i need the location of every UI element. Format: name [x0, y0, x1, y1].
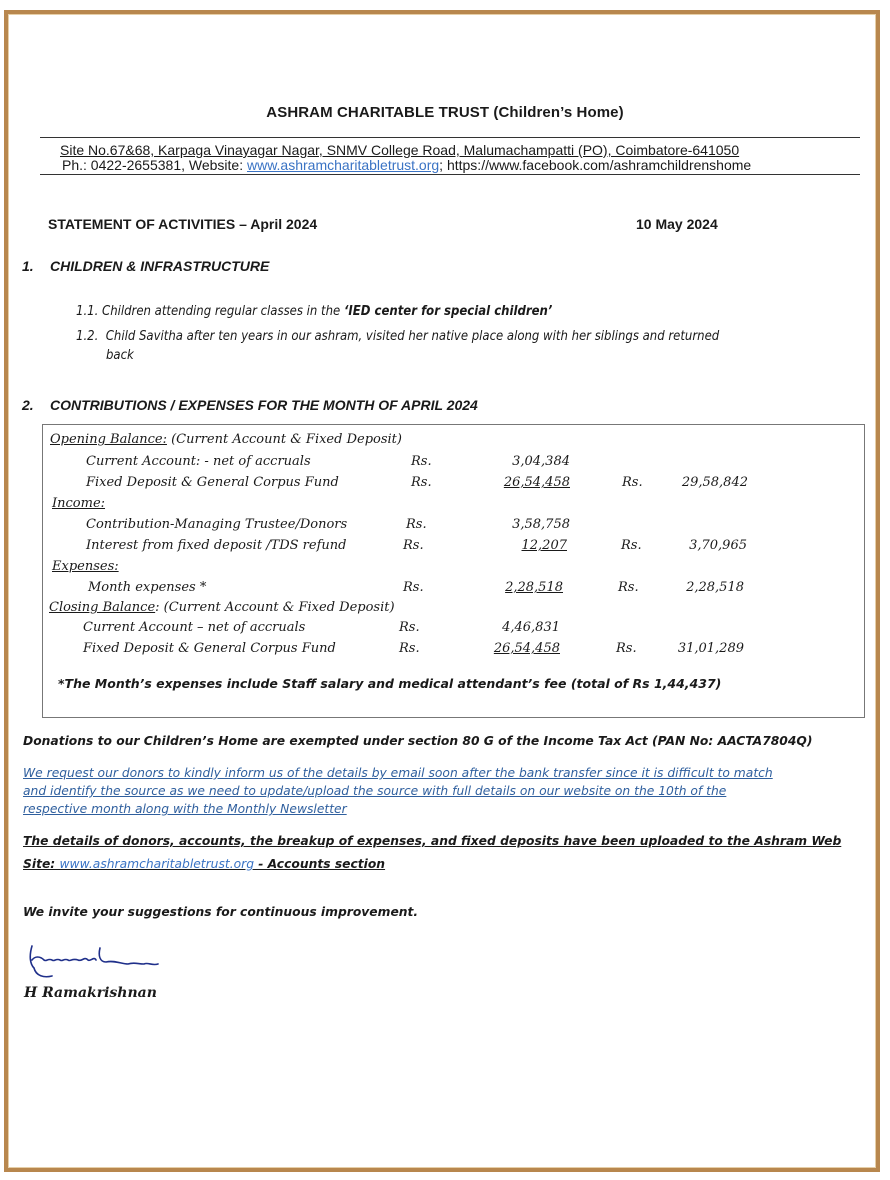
- address-line: Site No.67&68, Karpaga Vinayagar Nagar, SNMV College Road, Malumachampatti (PO), Coimbatore-641050: [60, 142, 740, 158]
- phone-text: Ph.: 0422-2655381, Website:: [62, 157, 247, 173]
- total-amount: 3,70,965: [689, 538, 747, 553]
- row-label: Contribution-Managing Trustee/Donors: [86, 517, 348, 532]
- statement-title: STATEMENT OF ACTIVITIES – April 2024: [48, 216, 318, 232]
- currency-label: Rs.: [403, 538, 424, 553]
- amount: 3,04,384: [512, 454, 570, 469]
- row-label: Interest from fixed deposit /TDS refund: [86, 538, 347, 553]
- row-label: Month expenses *: [88, 580, 207, 595]
- row-label: Fixed Deposit & General Corpus Fund: [86, 475, 339, 490]
- donor-request-line: respective month along with the Monthly Newsletter: [23, 802, 347, 816]
- section-1-heading: [22, 258, 269, 274]
- signature-image: [26, 942, 186, 982]
- amount: 2,28,518: [505, 580, 563, 595]
- item-number: 1.2.: [76, 329, 99, 344]
- uploaded-suffix: - Accounts section: [254, 857, 386, 871]
- amount: 12,207: [521, 538, 567, 553]
- expenses-heading: Expenses:: [52, 559, 119, 574]
- uploaded-note-line1: The details of donors, accounts, the breakup of expenses, and fixed deposits have been uploaded to the Ashram Web: [23, 834, 842, 848]
- total-amount: 2,28,518: [686, 580, 744, 595]
- item-number: 1.1.: [76, 304, 99, 319]
- currency-label: Rs.: [399, 620, 420, 635]
- org-title: ASHRAM CHARITABLE TRUST (Children’s Home): [266, 104, 624, 121]
- amount: 26,54,458: [493, 641, 560, 656]
- header-rule-top: [40, 137, 860, 138]
- list-item: [76, 304, 552, 319]
- item-text: Child Savitha after ten years in our ashram, visited her native place along with her siblings and returned: [105, 329, 720, 344]
- section-title: CONTRIBUTIONS / EXPENSES FOR THE MONTH OF APRIL 2024: [50, 397, 478, 413]
- currency-label: Rs.: [616, 641, 637, 656]
- currency-label: Rs.: [403, 580, 424, 595]
- amount: 26,54,458: [503, 475, 570, 490]
- section-2-heading: [22, 397, 478, 413]
- section-title: CHILDREN & INFRASTRUCTURE: [50, 258, 270, 274]
- currency-label: Rs.: [618, 580, 639, 595]
- section-number: 1.: [22, 258, 34, 274]
- expenses-footnote: *The Month’s expenses include Staff salary and medical attendant’s fee (total of Rs 1,44,437): [58, 676, 722, 691]
- website-link[interactable]: www.ashramcharitabletrust.org: [59, 857, 254, 871]
- tax-exemption-note: Donations to our Children’s Home are exempted under section 80 G of the Income Tax Act (PAN No: AACTA7804Q): [23, 734, 813, 748]
- donor-request-line: We request our donors to kindly inform us of the details by email soon after the bank transfer since it is difficult to match: [23, 766, 773, 780]
- list-item: [76, 329, 719, 344]
- currency-label: Rs.: [621, 538, 642, 553]
- signatory-name: H Ramakrishnan: [24, 985, 157, 1001]
- amount: 3,58,758: [512, 517, 570, 532]
- row-label: Current Account – net of accruals: [83, 620, 306, 635]
- item-emphasis: ‘IED center for special children’: [343, 304, 553, 319]
- total-amount: 31,01,289: [677, 641, 744, 656]
- website-link[interactable]: www.ashramcharitabletrust.org: [246, 157, 440, 173]
- currency-label: Rs.: [411, 454, 432, 469]
- currency-label: Rs.: [399, 641, 420, 656]
- currency-label: Rs.: [411, 475, 432, 490]
- statement-date: 10 May 2024: [636, 216, 718, 232]
- donor-request-line: and identify the source as we need to update/upload the source with full details on our website on the 10th of the: [23, 784, 727, 798]
- facebook-text: ; https://www.facebook.com/ashramchildrenshome: [439, 157, 752, 173]
- header-rule-bottom: [40, 174, 860, 175]
- currency-label: Rs.: [622, 475, 643, 490]
- closing-balance-heading: Closing Balance: (Current Account & Fixed Deposit): [49, 600, 395, 615]
- uploaded-note-line2: [23, 857, 385, 871]
- currency-label: Rs.: [406, 517, 427, 532]
- uploaded-prefix: Site:: [23, 857, 60, 871]
- income-heading: Income:: [52, 496, 106, 511]
- item-text-continued: back: [106, 348, 134, 363]
- row-label: Fixed Deposit & General Corpus Fund: [83, 641, 336, 656]
- row-label: Current Account: - net of accruals: [86, 454, 311, 469]
- section-number: 2.: [22, 397, 34, 413]
- contact-line: [62, 157, 751, 173]
- total-amount: 29,58,842: [681, 475, 748, 490]
- amount: 4,46,831: [502, 620, 560, 635]
- item-text: Children attending regular classes in the: [102, 304, 344, 319]
- invite-note: We invite your suggestions for continuous improvement.: [23, 905, 419, 919]
- opening-balance-heading: Opening Balance: (Current Account & Fixed Deposit): [50, 432, 402, 447]
